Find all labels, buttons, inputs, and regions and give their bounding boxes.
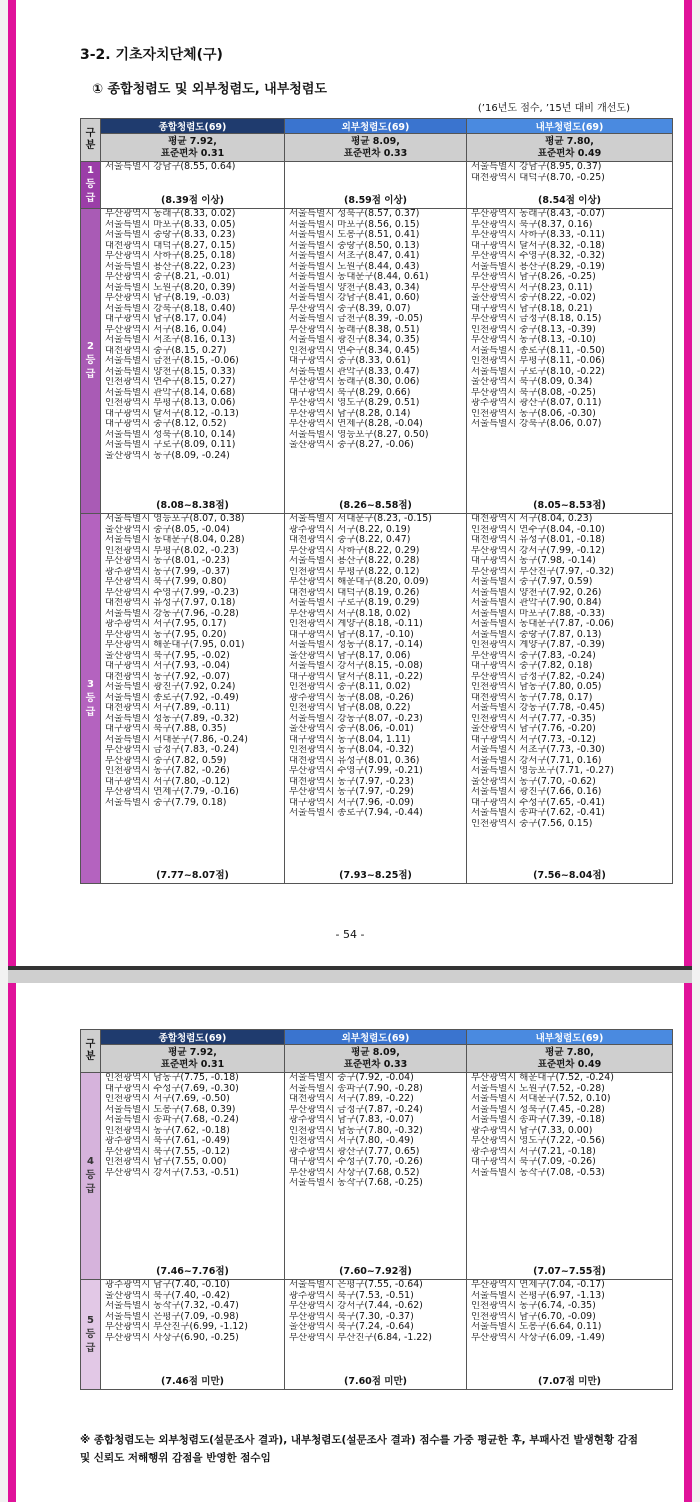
score-range: (8.59점 이상): [344, 195, 407, 206]
score-range: (7.93~8.25점): [339, 870, 412, 881]
list-item: 인천광역시 부평구(8.11, -0.06): [471, 356, 605, 366]
cell-internal: [467, 162, 673, 209]
cell-internal: [467, 1280, 673, 1390]
list-item: 인천광역시 남동구(7.75, -0.18): [105, 1073, 239, 1083]
stat-external: 평균 8.09, 표준편차 0.33: [285, 134, 467, 162]
grade-row: [81, 1073, 673, 1280]
list-item: 부산광역시 중구(7.83, -0.24): [471, 650, 596, 661]
list-item: 울산광역시 동구(8.09, -0.24): [105, 450, 230, 461]
grade-row: [81, 1280, 673, 1390]
score-range: (7.77~8.07점): [156, 870, 229, 881]
list-item: 서울특별시 중랑구(7.87, 0.13): [471, 629, 602, 640]
score-range: (7.56~8.04점): [533, 870, 606, 881]
list-item: 부산광역시 사상구(6.09, -1.49): [471, 1332, 605, 1343]
list-item: 서울특별시 용산구(8.22, 0.23): [105, 261, 236, 272]
list-item: 인천광역시 중구(8.13, -0.39): [471, 324, 596, 335]
list-item: 인천광역시 남동구(7.80, 0.05): [471, 682, 602, 692]
list-item: 부산광역시 해운대구(8.20, 0.09): [289, 577, 429, 587]
list-item: 인천광역시 부평구(8.02, -0.23): [105, 545, 239, 556]
col-header-overall: 종합청렴도(69): [101, 1030, 285, 1045]
list-item: 대전광역시 유성구(7.97, 0.18): [105, 598, 236, 608]
col-header-external: 외부청렴도(69): [285, 1030, 467, 1045]
stat-internal: 평균 7.80, 표준편차 0.49: [467, 1045, 673, 1073]
score-range: (7.07점 미만): [538, 1376, 601, 1387]
list-item: 대구광역시 서구(7.80, -0.12): [105, 776, 230, 787]
list-item: 대구광역시 서구(7.93, -0.04): [105, 661, 230, 671]
list-item: 서울특별시 강서구(8.15, -0.08): [289, 661, 423, 671]
page-55: [8, 983, 692, 1502]
list-item: 서울특별시 영등포구(7.71, -0.27): [471, 766, 614, 776]
list-item: 부산광역시 사상구(7.68, 0.52): [289, 1167, 420, 1178]
list-item: 울산광역시 남구(8.17, 0.06): [289, 650, 411, 661]
list-item: 대전광역시 대덕구(8.70, -0.25): [471, 172, 605, 183]
stat-internal: 평균 7.80, 표준편차 0.49: [467, 134, 673, 162]
col-header-internal: 내부청렴도(69): [467, 119, 673, 134]
list-item: 인천광역시 서구(7.69, -0.50): [105, 1094, 230, 1104]
list-item: 부산광역시 금정구(7.82, -0.24): [471, 671, 605, 682]
list-item: 부산광역시 동래구(8.38, 0.51): [289, 324, 420, 335]
page-divider: [8, 966, 692, 983]
list-item: 서울특별시 광진구(7.66, 0.16): [471, 787, 602, 797]
score-range: (7.60점 미만): [344, 1376, 407, 1387]
list-item: 서울특별시 용산구(8.29, -0.19): [471, 261, 605, 272]
list-item: 부산광역시 해운대구(7.52, -0.24): [471, 1073, 614, 1083]
list-item: 대구광역시 서구(7.96, -0.09): [289, 797, 414, 808]
list-item: 서울특별시 은평구(7.09, -0.98): [105, 1311, 239, 1322]
list-item: 대전광역시 서구(7.89, -0.11): [105, 703, 230, 713]
score-note: (’16년도 점수, ’15년 대비 개선도): [477, 103, 630, 114]
cell-overall: [101, 514, 285, 884]
grade-row: [81, 514, 673, 884]
list-item: 부산광역시 사하구(8.22, 0.29): [289, 545, 420, 556]
grade-row: [81, 162, 673, 209]
list-item: 광주광역시 광산구(8.07, 0.11): [471, 398, 602, 408]
list-item: 광주광역시 남구(7.83, -0.07): [289, 1115, 414, 1125]
list-item: 서울특별시 송파구(7.39, -0.18): [471, 1115, 605, 1125]
list-item: 서울특별시 서초구(8.47, 0.41): [289, 251, 420, 261]
list-item: 부산광역시 강서구(7.44, -0.62): [289, 1301, 423, 1311]
list-item: 서울특별시 강남구(8.55, 0.64): [105, 162, 236, 172]
list-item: 서울특별시 서대문구(7.52, 0.10): [471, 1094, 611, 1104]
list-item: 광주광역시 북구(7.53, -0.51): [289, 1290, 414, 1301]
cell-overall: [101, 1073, 285, 1280]
list-item: 서울특별시 송파구(7.68, -0.24): [105, 1115, 239, 1125]
list-item: 서울특별시 성북구(8.57, 0.37): [289, 209, 420, 219]
grade-label: 2 등 급: [81, 209, 101, 514]
list-item: 대구광역시 달서구(8.12, -0.13): [105, 408, 239, 419]
list-item: 부산광역시 해운대구(7.95, 0.01): [105, 640, 245, 650]
list-item: 부산광역시 부산진구(6.99, -1.12): [105, 1322, 248, 1332]
list-item: 서울특별시 관악구(7.90, 0.84): [471, 598, 602, 608]
score-range: (8.39점 이상): [161, 195, 224, 206]
list-item: 광주광역시 남구(7.33, 0.00): [471, 1125, 593, 1136]
score-range: (8.08~8.38점): [156, 500, 229, 511]
list-item: 대구광역시 동구(7.98, -0.14): [471, 556, 596, 566]
list-item: 서울특별시 성북구(7.45, -0.28): [471, 1104, 605, 1115]
list-item: 울산광역시 북구(7.40, -0.42): [105, 1290, 230, 1301]
list-item: 울산광역시 중구(8.05, -0.04): [105, 524, 230, 535]
cell-external: [285, 162, 467, 209]
list-item: 서울특별시 강남구(8.41, 0.60): [289, 293, 420, 303]
list-item: 대구광역시 달서구(8.32, -0.18): [471, 240, 605, 251]
list-item: 부산광역시 금정구(7.83, -0.24): [105, 745, 239, 755]
list-item: 인천광역시 계양구(7.87, -0.39): [471, 640, 605, 650]
list-item: 부산광역시 중구(7.82, 0.59): [105, 755, 227, 766]
list-item: 서울특별시 서초구(8.16, 0.13): [105, 335, 236, 345]
list-item: 서울특별시 중구(7.79, 0.18): [105, 797, 227, 808]
cell-external: [285, 1280, 467, 1390]
list-item: 울산광역시 중구(8.22, -0.02): [471, 293, 596, 303]
list-item: 대구광역시 달서구(8.11, -0.22): [289, 671, 423, 682]
list-item: 인천광역시 남구(6.70, -0.09): [471, 1311, 596, 1322]
score-range: (8.05~8.53점): [533, 500, 606, 511]
list-item: 대구광역시 남구(8.17, 0.04): [105, 314, 227, 324]
list-item: 서울특별시 도봉구(7.68, 0.39): [105, 1104, 236, 1115]
cell-external: [285, 209, 467, 514]
list-item: 서울특별시 노원구(8.20, 0.39): [105, 282, 236, 293]
list-item: 부산광역시 연제구(7.79, -0.16): [105, 787, 239, 797]
list-item: 부산광역시 금정구(7.87, -0.24): [289, 1104, 423, 1115]
table-subtitle: ① 종합청렴도 및 외부청렴도, 내부청렴도: [92, 82, 327, 97]
list-item: 서울특별시 마포구(8.33, 0.05): [105, 219, 236, 230]
list-item: 서울특별시 종로구(8.11, -0.50): [471, 345, 605, 356]
col-header-internal: 내부청렴도(69): [467, 1030, 673, 1045]
list-item: 인천광역시 동구(8.04, -0.32): [289, 745, 414, 755]
list-item: 부산광역시 남구(8.26, -0.25): [471, 272, 596, 282]
list-item: 서울특별시 강남구(8.95, 0.37): [471, 162, 602, 172]
list-item: 인천광역시 서구(7.80, -0.49): [289, 1136, 414, 1146]
cell-overall: [101, 209, 285, 514]
list-item: 서울특별시 강동구(7.96, -0.28): [105, 608, 239, 619]
list-item: 대전광역시 유성구(8.01, -0.18): [471, 535, 605, 545]
list-item: 부산광역시 북구(8.37, 0.16): [471, 219, 593, 230]
page-edge-right: [684, 983, 692, 1502]
list-item: 부산광역시 북구(7.99, 0.80): [105, 577, 227, 587]
list-item: 서울특별시 은평구(7.55, -0.64): [289, 1280, 423, 1290]
list-item: 대전광역시 서구(7.89, -0.22): [289, 1094, 414, 1104]
cell-external: [285, 1073, 467, 1280]
list-item: 인천광역시 연수구(8.04, -0.10): [471, 524, 605, 535]
page-edge-right: [684, 0, 692, 966]
list-item: 대전광역시 동구(7.78, 0.17): [471, 692, 593, 703]
list-item: 부산광역시 사상구(6.90, -0.25): [105, 1332, 239, 1343]
list-item: 울산광역시 동구(7.70, -0.62): [471, 776, 596, 787]
list-item: 서울특별시 중랑구(8.50, 0.13): [289, 240, 420, 251]
grade-label: 5 등 급: [81, 1280, 101, 1390]
list-item: 부산광역시 수영구(7.99, -0.23): [105, 587, 239, 598]
list-item: 서울특별시 서대문구(7.86, -0.24): [105, 734, 248, 745]
list-item: 서울특별시 송파구(7.90, -0.28): [289, 1083, 423, 1094]
list-item: 대구광역시 중구(8.12, 0.52): [105, 419, 227, 429]
list-item: 서울특별시 도봉구(6.64, 0.11): [471, 1322, 602, 1332]
list-item: 대전광역시 대덕구(8.27, 0.15): [105, 240, 236, 251]
list-item: 서울특별시 종로구(7.92, -0.49): [105, 692, 239, 703]
list-item: 부산광역시 동구(7.97, -0.29): [289, 787, 414, 797]
list-item: 부산광역시 중구(8.21, -0.01): [105, 272, 230, 282]
list-item: 인천광역시 계양구(8.18, -0.11): [289, 619, 423, 629]
list-item: 서울특별시 성동구(8.17, -0.14): [289, 640, 423, 650]
list-item: 부산광역시 동래구(8.43, -0.07): [471, 209, 605, 219]
list-item: 대전광역시 중구(8.15, 0.27): [105, 345, 227, 356]
score-range: (7.60~7.92점): [339, 1266, 412, 1277]
list-item: 울산광역시 북구(8.09, 0.34): [471, 377, 593, 387]
list-item: 서울특별시 금천구(8.15, -0.06): [105, 356, 239, 366]
list-item: 대구광역시 서구(7.73, -0.12): [471, 734, 596, 745]
list-item: 인천광역시 부평구(8.13, 0.06): [105, 398, 236, 408]
list-item: 인천광역시 연수구(8.34, 0.45): [289, 345, 420, 356]
list-item: 인천광역시 동구(7.82, -0.26): [105, 766, 230, 776]
list-item: 대구광역시 수성구(7.69, -0.30): [105, 1083, 239, 1094]
list-item: 서울특별시 금천구(8.39, -0.05): [289, 314, 423, 324]
list-item: 대구광역시 북구(7.09, -0.26): [471, 1157, 596, 1167]
list-item: 서울특별시 용산구(8.22, 0.28): [289, 556, 420, 566]
list-item: 광주광역시 광산구(7.77, 0.65): [289, 1146, 420, 1157]
list-item: 대전광역시 중구(8.22, 0.47): [289, 535, 411, 545]
list-item: 부산광역시 남구(8.28, 0.14): [289, 408, 411, 419]
list-item: 서울특별시 마포구(8.56, 0.15): [289, 219, 420, 230]
col-header-external: 외부청렴도(69): [285, 119, 467, 134]
list-item: 서울특별시 강북구(8.06, 0.07): [471, 419, 602, 429]
list-item: 인천광역시 동구(8.06, -0.30): [471, 408, 596, 419]
grade-row: [81, 209, 673, 514]
list-item: 부산광역시 북구(7.30, -0.37): [289, 1311, 414, 1322]
list-item: 서울특별시 서대문구(8.23, -0.15): [289, 514, 432, 524]
cell-overall: [101, 162, 285, 209]
stat-overall: 평균 7.92, 표준편차 0.31: [101, 134, 285, 162]
list-item: 서울특별시 중구(7.92, -0.04): [289, 1073, 414, 1083]
list-item: 부산광역시 동구(7.95, 0.20): [105, 629, 227, 640]
grade-label: 3 등 급: [81, 514, 101, 884]
list-item: 서울특별시 동대문구(7.87, -0.06): [471, 619, 614, 629]
list-item: 부산광역시 부산진구(6.84, -1.22): [289, 1332, 432, 1343]
list-item: 서울특별시 광진구(7.92, 0.24): [105, 682, 236, 692]
list-item: 서울특별시 노원구(8.44, 0.43): [289, 261, 420, 272]
list-item: 대구광역시 남구(8.17, -0.10): [289, 629, 414, 640]
list-item: 대구광역시 중구(8.33, 0.61): [289, 356, 411, 366]
list-item: 대구광역시 수성구(7.65, -0.41): [471, 797, 605, 808]
list-item: 대구광역시 동구(8.04, 1.11): [289, 734, 411, 745]
list-item: 부산광역시 수영구(7.99, -0.21): [289, 766, 423, 776]
list-item: 인천광역시 남동구(7.80, -0.32): [289, 1125, 423, 1136]
list-item: 서울특별시 서초구(7.73, -0.30): [471, 745, 605, 755]
grade-label: 1 등 급: [81, 162, 101, 209]
cell-internal: [467, 209, 673, 514]
list-item: 울산광역시 중구(8.06, -0.01): [289, 724, 414, 734]
list-item: 부산광역시 사하구(8.33, -0.11): [471, 230, 605, 240]
list-item: 부산광역시 남구(8.19, -0.03): [105, 293, 230, 303]
page-54: [8, 0, 692, 966]
score-range: (7.46~7.76점): [156, 1266, 229, 1277]
list-item: 부산광역시 동래구(8.30, 0.06): [289, 377, 420, 387]
list-item: 인천광역시 남구(7.55, 0.00): [105, 1157, 227, 1167]
list-item: 부산광역시 서구(8.23, 0.11): [471, 282, 593, 293]
list-item: 서울특별시 강동구(7.78, -0.45): [471, 703, 605, 713]
gubun-header: 구 분: [81, 1030, 101, 1073]
list-item: 인천광역시 중구(7.56, 0.15): [471, 818, 593, 829]
list-item: 부산광역시 강서구(7.53, -0.51): [105, 1167, 239, 1178]
list-item: 서울특별시 양천구(8.15, 0.33): [105, 366, 236, 377]
page-edge-left: [8, 0, 16, 966]
list-item: 서울특별시 강북구(8.18, 0.40): [105, 303, 236, 314]
list-item: 서울특별시 송파구(7.62, -0.41): [471, 808, 605, 818]
list-item: 부산광역시 영도구(7.22, -0.56): [471, 1136, 605, 1146]
list-item: 부산광역시 동구(8.13, -0.10): [471, 335, 596, 345]
stat-external: 평균 8.09, 표준편차 0.33: [285, 1045, 467, 1073]
list-item: 서울특별시 동대문구(8.04, 0.28): [105, 535, 245, 545]
list-item: 서울특별시 노원구(7.52, -0.28): [471, 1083, 605, 1094]
cell-external: [285, 514, 467, 884]
score-range: (8.26~8.58점): [339, 500, 412, 511]
list-item: 대구광역시 북구(8.29, 0.66): [289, 387, 411, 398]
score-range: (7.07~7.55점): [533, 1266, 606, 1277]
footnote: ※ 종합청렴도는 외부청렴도(설문조사 결과), 내부청렴도(설문조사 결과) 점수를 가중 평균한 후, 부패사건 발생현황 감점 및 신뢰도 저해행위 감점을 반영한 점수임: [80, 1434, 638, 1464]
list-item: 서울특별시 도봉구(8.51, 0.41): [289, 230, 420, 240]
list-item: 부산광역시 동구(8.01, -0.23): [105, 556, 230, 566]
list-item: 서울특별시 동작구(7.08, -0.53): [471, 1167, 605, 1178]
list-item: 부산광역시 수영구(8.32, -0.32): [471, 251, 605, 261]
integrity-table-page1: [80, 118, 673, 884]
score-range: (7.46점 미만): [161, 1376, 224, 1387]
list-item: 부산광역시 연제구(8.28, -0.04): [289, 419, 423, 429]
list-item: 울산광역시 북구(7.24, -0.64): [289, 1322, 414, 1332]
list-item: 대전광역시 대덕구(8.19, 0.26): [289, 587, 420, 598]
list-item: 서울특별시 강서구(7.71, 0.16): [471, 755, 602, 766]
integrity-table-page2: [80, 1029, 673, 1390]
list-item: 대전광역시 서구(8.04, 0.23): [471, 514, 593, 524]
list-item: 서울특별시 중구(7.97, 0.59): [471, 577, 593, 587]
list-item: 서울특별시 동대문구(8.44, 0.61): [289, 272, 429, 282]
list-item: 광주광역시 동구(8.08, -0.26): [289, 692, 414, 703]
list-item: 부산광역시 중구(8.39, 0.07): [289, 303, 411, 314]
list-item: 광주광역시 서구(7.21, -0.18): [471, 1146, 596, 1157]
list-item: 서울특별시 성북구(8.10, 0.14): [105, 429, 236, 440]
list-item: 부산광역시 서구(8.18, 0.02): [289, 608, 411, 619]
list-item: 부산광역시 영도구(8.29, 0.51): [289, 398, 420, 408]
list-item: 부산광역시 동래구(8.33, 0.02): [105, 209, 236, 219]
col-header-overall: 종합청렴도(69): [101, 119, 285, 134]
list-item: 서울특별시 영등포구(8.07, 0.38): [105, 514, 245, 524]
list-item: 서울특별시 마포구(7.88, -0.33): [471, 608, 605, 619]
list-item: 인천광역시 동구(7.62, -0.18): [105, 1125, 230, 1136]
list-item: 서울특별시 강동구(8.07, -0.23): [289, 713, 423, 724]
list-item: 서울특별시 양천구(8.43, 0.34): [289, 282, 420, 293]
list-item: 대구광역시 북구(7.88, 0.35): [105, 724, 227, 734]
list-item: 인천광역시 동구(6.74, -0.35): [471, 1301, 596, 1311]
list-item: 서울특별시 성동구(7.89, -0.32): [105, 713, 239, 724]
list-item: 대구광역시 수성구(7.70, -0.26): [289, 1157, 423, 1167]
list-item: 울산광역시 북구(7.95, -0.02): [105, 650, 230, 661]
section-title: 3-2. 기초자치단체(구): [80, 47, 223, 63]
list-item: 대전광역시 동구(7.97, -0.23): [289, 776, 414, 787]
list-item: 광주광역시 북구(7.61, -0.49): [105, 1136, 230, 1146]
list-item: 인천광역시 중구(8.11, 0.02): [289, 682, 411, 692]
list-item: 서울특별시 광진구(8.34, 0.35): [289, 335, 420, 345]
list-item: 광주광역시 서구(8.22, 0.19): [289, 524, 411, 535]
list-item: 서울특별시 동작구(7.32, -0.47): [105, 1301, 239, 1311]
list-item: 부산광역시 부산진구(7.97, -0.32): [471, 566, 614, 577]
page-edge-left: [8, 983, 16, 1502]
list-item: 울산광역시 남구(7.76, -0.20): [471, 724, 596, 734]
list-item: 광주광역시 서구(7.95, 0.17): [105, 619, 227, 629]
list-item: 광주광역시 남구(7.40, -0.10): [105, 1280, 230, 1290]
list-item: 인천광역시 남구(8.08, 0.22): [289, 703, 411, 713]
list-item: 서울특별시 동작구(7.68, -0.25): [289, 1178, 423, 1188]
list-item: 대전광역시 유성구(8.01, 0.36): [289, 755, 420, 766]
list-item: 서울특별시 관악구(8.33, 0.47): [289, 366, 420, 377]
list-item: 서울특별시 은평구(6.97, -1.13): [471, 1290, 605, 1301]
list-item: 서울특별시 양천구(7.92, 0.26): [471, 587, 602, 598]
list-item: 인천광역시 부평구(8.22, 0.12): [289, 566, 420, 577]
list-item: 광주광역시 동구(7.99, -0.37): [105, 566, 230, 577]
cell-internal: [467, 514, 673, 884]
list-item: 서울특별시 중랑구(8.33, 0.23): [105, 230, 236, 240]
list-item: 대구광역시 중구(7.82, 0.18): [471, 661, 593, 671]
list-item: 대구광역시 남구(8.18, 0.21): [471, 303, 593, 314]
stat-overall: 평균 7.92, 표준편차 0.31: [101, 1045, 285, 1073]
list-item: 부산광역시 서구(8.16, 0.04): [105, 324, 227, 335]
list-item: 서울특별시 영등포구(8.27, 0.50): [289, 429, 429, 440]
list-item: 부산광역시 연제구(7.04, -0.17): [471, 1280, 605, 1290]
page-number: - 54 -: [335, 928, 365, 941]
list-item: 부산광역시 강서구(7.99, -0.12): [471, 545, 605, 556]
list-item: 인천광역시 서구(7.77, -0.35): [471, 713, 596, 724]
list-item: 부산광역시 북구(7.55, -0.12): [105, 1146, 230, 1157]
list-item: 부산광역시 금정구(8.18, 0.15): [471, 314, 602, 324]
list-item: 대전광역시 동구(7.92, -0.07): [105, 671, 230, 682]
grade-label: 4 등 급: [81, 1073, 101, 1280]
list-item: 울산광역시 중구(8.27, -0.06): [289, 440, 414, 450]
list-item: 부산광역시 북구(8.08, -0.25): [471, 387, 596, 398]
gubun-header: 구 분: [81, 119, 101, 162]
cell-internal: [467, 1073, 673, 1280]
list-item: 서울특별시 종로구(7.94, -0.44): [289, 808, 423, 818]
list-item: 부산광역시 사하구(8.25, 0.18): [105, 251, 236, 261]
score-range: (8.54점 이상): [538, 195, 601, 206]
cell-overall: [101, 1280, 285, 1390]
list-item: 서울특별시 구로구(8.09, 0.11): [105, 440, 236, 450]
list-item: 인천광역시 연수구(8.15, 0.27): [105, 377, 236, 387]
list-item: 서울특별시 관악구(8.14, 0.68): [105, 387, 236, 398]
list-item: 서울특별시 구로구(8.19, 0.29): [289, 598, 420, 608]
list-item: 서울특별시 구로구(8.10, -0.22): [471, 366, 605, 377]
